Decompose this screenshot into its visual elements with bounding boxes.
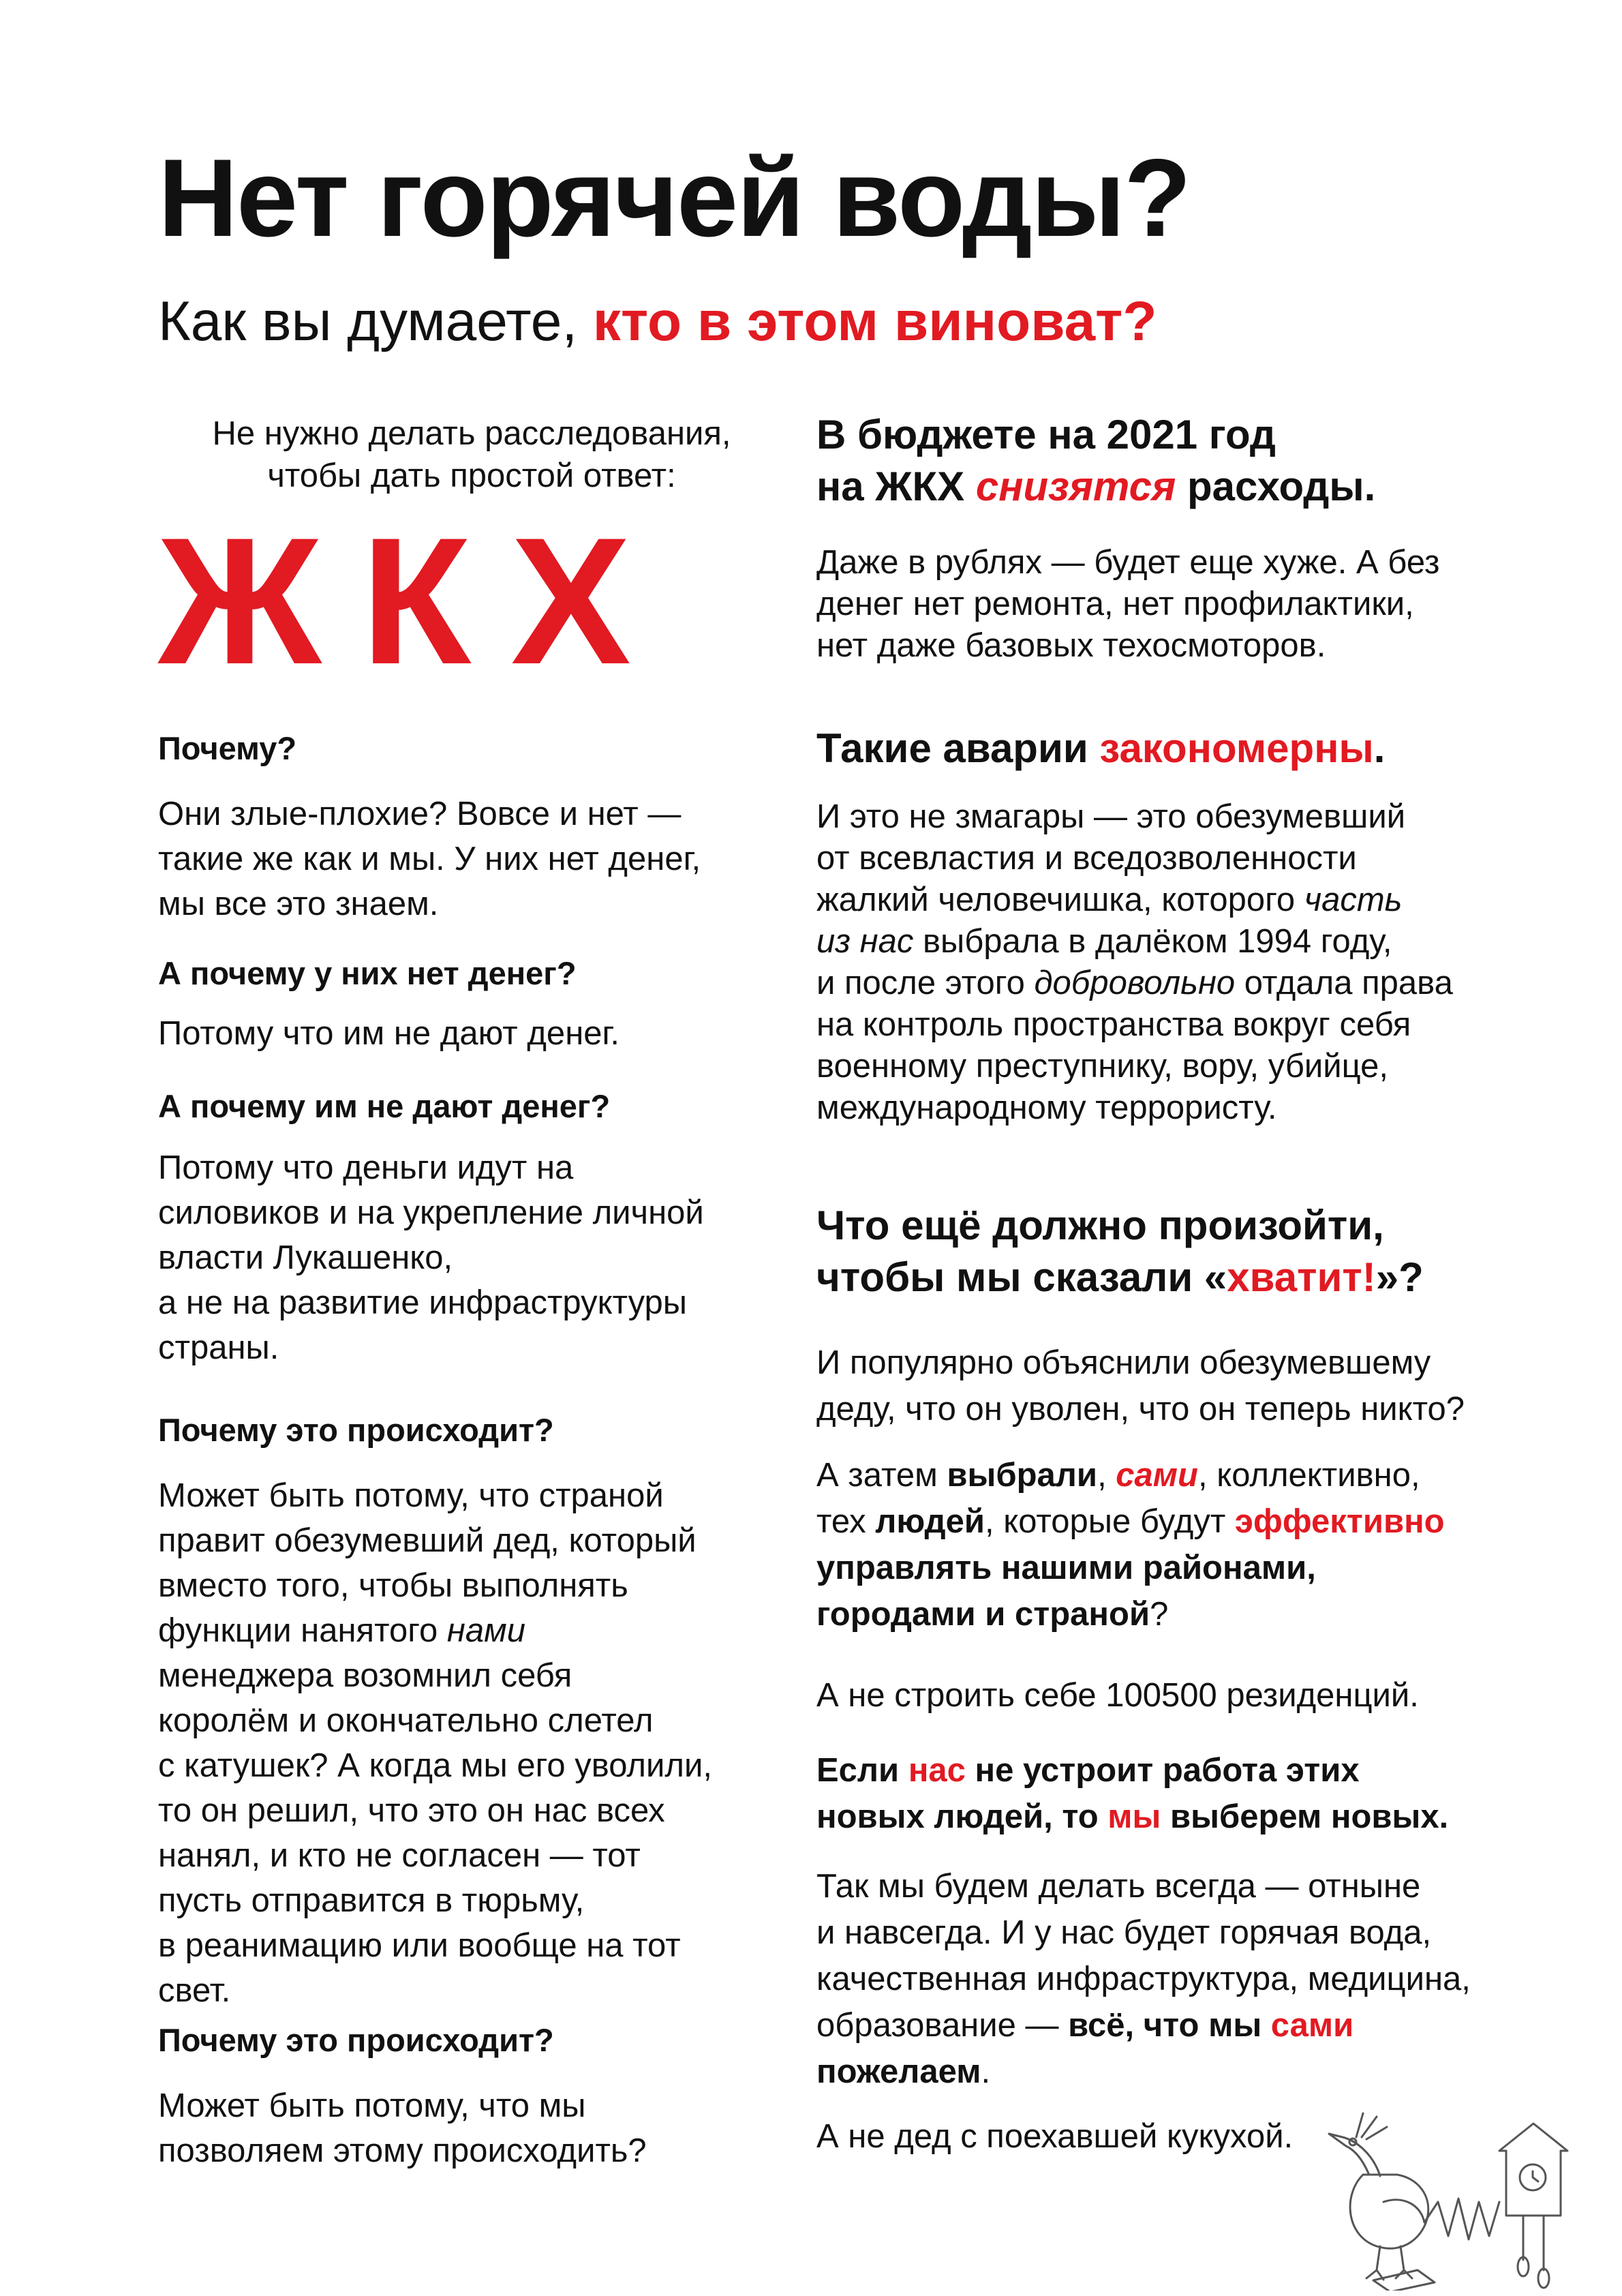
paragraph-line: И популярно объяснили обезумевшему xyxy=(816,1344,1431,1381)
text-run: ? xyxy=(1150,1596,1169,1633)
paragraph-line: А не строить себе 100500 резиденций. xyxy=(816,1677,1419,1714)
left-qa-1 xyxy=(158,726,806,926)
accent-run: закономерны xyxy=(1099,725,1374,771)
paragraph-line: качественная инфраструктура, медицина, xyxy=(816,1961,1471,1997)
page-title: Нет горячей воды? xyxy=(158,136,1191,260)
answer-line: такие же как и мы. У них нет денег, xyxy=(158,841,701,877)
bold-run: городами и страной xyxy=(816,1596,1150,1633)
paragraph-line: деду, что он уволен, что он теперь никто? xyxy=(816,1391,1465,1428)
answer-line: Может быть потому, что мы xyxy=(158,2087,586,2124)
paragraph-always xyxy=(816,1863,1471,2095)
heading-line xyxy=(816,1252,1424,1303)
answer xyxy=(158,1473,806,2013)
paragraph-line xyxy=(816,2049,1471,2095)
paragraph-line xyxy=(816,921,1453,963)
cuckoo-clock-bird-icon xyxy=(1315,2100,1588,2291)
text-run: тех xyxy=(816,1503,876,1540)
answer-line: в реанимацию или вообще на тот xyxy=(158,1927,681,1964)
text-run: расходы. xyxy=(1176,464,1376,509)
question: Почему это происходит? xyxy=(158,2022,554,2058)
paragraph-line xyxy=(816,2002,1471,2049)
big-letter: Ж xyxy=(158,500,322,702)
text-run: новых людей, то xyxy=(816,1798,1108,1835)
paragraph-line: управлять нашими районами, xyxy=(816,1550,1316,1586)
intro-line: Не нужно делать расследования, xyxy=(212,415,731,452)
question: А почему у них нет денег? xyxy=(158,955,577,991)
answer-line: королём и окончательно слетел xyxy=(158,1702,654,1739)
paragraph-line: денег нет ремонта, нет профилактики, xyxy=(816,586,1414,622)
paragraph-accidents xyxy=(816,796,1453,1129)
heading-budget xyxy=(816,409,1375,513)
accent-run: сами xyxy=(1116,1457,1198,1494)
heading-line xyxy=(816,461,1375,513)
paragraph-line: И это не змагары — это обезумевший xyxy=(816,798,1406,835)
paragraph-line: и навсегда. И у нас будет горячая вода, xyxy=(816,1914,1432,1951)
big-letters xyxy=(158,500,703,702)
heading-line: В бюджете на 2021 год xyxy=(816,412,1276,457)
answer-line: мы все это знаем. xyxy=(158,886,439,922)
text-run: жалкий человечишка, которого xyxy=(816,881,1304,918)
answer-line: нанял, и кто не согласен — тот xyxy=(158,1837,641,1874)
answer-line: свет. xyxy=(158,1972,231,2009)
paragraph-line xyxy=(816,963,1453,1004)
question: Почему? xyxy=(158,730,297,766)
paragraph-elect xyxy=(816,1452,1445,1637)
accent-run: нас xyxy=(908,1752,966,1789)
text-run: Такие аварии xyxy=(816,725,1100,771)
paragraph-line xyxy=(816,1794,1448,1840)
answer-line: силовиков и на укрепление личной xyxy=(158,1194,704,1231)
answer-line xyxy=(158,1608,806,1653)
question: А почему им не дают денег? xyxy=(158,1088,611,1124)
paragraph-line: международному террористу. xyxy=(816,1089,1277,1126)
answer-line: менеджера возомнил себя xyxy=(158,1657,572,1694)
answer-line: вместо того, чтобы выполнять xyxy=(158,1567,628,1604)
left-qa-3 xyxy=(158,1084,806,1370)
text-run: . xyxy=(981,2053,991,2090)
paragraph-residences xyxy=(816,1672,1419,1719)
answer-line: Может быть потому, что страной xyxy=(158,1477,664,1514)
answer xyxy=(158,1145,806,1370)
answer-line: то он решил, что это он нас всех xyxy=(158,1792,665,1829)
text-run: , xyxy=(1097,1457,1116,1494)
text-run: выбрала в далёком 1994 году, xyxy=(913,923,1392,960)
paragraph-line: Даже в рублях — будет еще хуже. А без xyxy=(816,544,1440,581)
paragraph-line: А не дед с поехавшей кукухой. xyxy=(816,2118,1294,2155)
subtitle-accent: кто в этом виноват? xyxy=(592,290,1157,352)
answer xyxy=(158,791,806,926)
paragraph-line: на контроль пространства вокруг себя xyxy=(816,1006,1411,1043)
heading-line: Что ещё должно произойти, xyxy=(816,1203,1384,1248)
accent-run: эффективно xyxy=(1234,1503,1445,1540)
text-run: не устроит работа этих xyxy=(965,1752,1360,1789)
paragraph-line xyxy=(816,1498,1445,1545)
paragraph-line xyxy=(816,1747,1448,1794)
accent-run: снизятся xyxy=(975,464,1176,509)
bold-run: пожелаем xyxy=(816,2053,981,2090)
heading-line xyxy=(816,723,1385,774)
accent-run: хватит! xyxy=(1227,1254,1376,1300)
answer-line: Потому что им не дают денег. xyxy=(158,1015,620,1052)
paragraph-fired xyxy=(816,1340,1465,1432)
text-run: Если xyxy=(816,1752,908,1789)
text-run: А затем xyxy=(816,1457,947,1494)
text-run: образование — xyxy=(816,2007,1069,2044)
answer-line: страны. xyxy=(158,1329,279,1366)
paragraph-line: нет даже базовых техосмоторов. xyxy=(816,627,1326,664)
italic-run: часть xyxy=(1304,881,1403,918)
paragraph-line: от всевластия и вседозволенности xyxy=(816,840,1357,877)
answer-line: правит обезумевший дед, который xyxy=(158,1522,697,1559)
big-letter: К xyxy=(361,500,472,702)
left-qa-2 xyxy=(158,951,806,1056)
left-qa-5 xyxy=(158,2018,806,2173)
page-subtitle xyxy=(158,290,1157,354)
text-run: отдала права xyxy=(1235,965,1453,1001)
paragraph-line: Так мы будем делать всегда — отныне xyxy=(816,1868,1421,1905)
italic-run: из нас xyxy=(816,923,914,960)
paragraph-closing xyxy=(816,2113,1293,2160)
intro-text xyxy=(158,412,785,497)
answer-line: пусть отправится в тюрьму, xyxy=(158,1882,585,1919)
paragraph-line xyxy=(816,1591,1445,1637)
answer-line: Они злые-плохие? Вовсе и нет — xyxy=(158,796,682,832)
answer-line: с катушек? А когда мы его уволили, xyxy=(158,1747,712,1784)
text-run: функции нанятого xyxy=(158,1612,447,1649)
paragraph-budget xyxy=(816,542,1439,667)
paragraph-line: военному преступнику, вору, убийце, xyxy=(816,1048,1389,1085)
paragraph-line xyxy=(816,1452,1445,1498)
text-run: »? xyxy=(1375,1254,1424,1300)
text-run: выберем новых. xyxy=(1161,1798,1449,1835)
answer xyxy=(158,1011,806,1056)
text-run: , коллективно, xyxy=(1197,1457,1420,1494)
answer xyxy=(158,2083,806,2173)
text-run: чтобы мы сказали « xyxy=(816,1254,1227,1300)
answer-line: а не на развитие инфраструктуры xyxy=(158,1284,688,1321)
heading-enough xyxy=(816,1200,1424,1303)
text-run: . xyxy=(1373,725,1386,771)
subtitle-plain: Как вы думаете, xyxy=(158,290,593,352)
answer-line: власти Лукашенко, xyxy=(158,1239,453,1276)
answer-line: Потому что деньги идут на xyxy=(158,1149,574,1186)
intro-line: чтобы дать простой ответ: xyxy=(267,457,676,494)
italic-run: нами xyxy=(446,1612,525,1649)
text-run: и после этого xyxy=(816,965,1035,1001)
text-run: на ЖКХ xyxy=(816,464,976,509)
italic-run: добровольно xyxy=(1034,965,1236,1001)
big-letter: Х xyxy=(510,500,632,702)
answer-line: позволяем этому происходить? xyxy=(158,2132,647,2169)
text-run: , которые будут xyxy=(985,1503,1235,1540)
paragraph-line xyxy=(816,879,1453,921)
left-qa-4 xyxy=(158,1408,806,2013)
question: Почему это происходит? xyxy=(158,1412,554,1448)
accent-run: сами xyxy=(1270,2007,1354,2044)
bold-run: всё, что мы xyxy=(1068,2007,1271,2044)
bold-run: людей xyxy=(875,1503,985,1540)
bold-run: выбрали xyxy=(947,1457,1098,1494)
accent-run: мы xyxy=(1107,1798,1161,1835)
heading-accidents xyxy=(816,723,1385,774)
paragraph-new-people xyxy=(816,1747,1448,1840)
